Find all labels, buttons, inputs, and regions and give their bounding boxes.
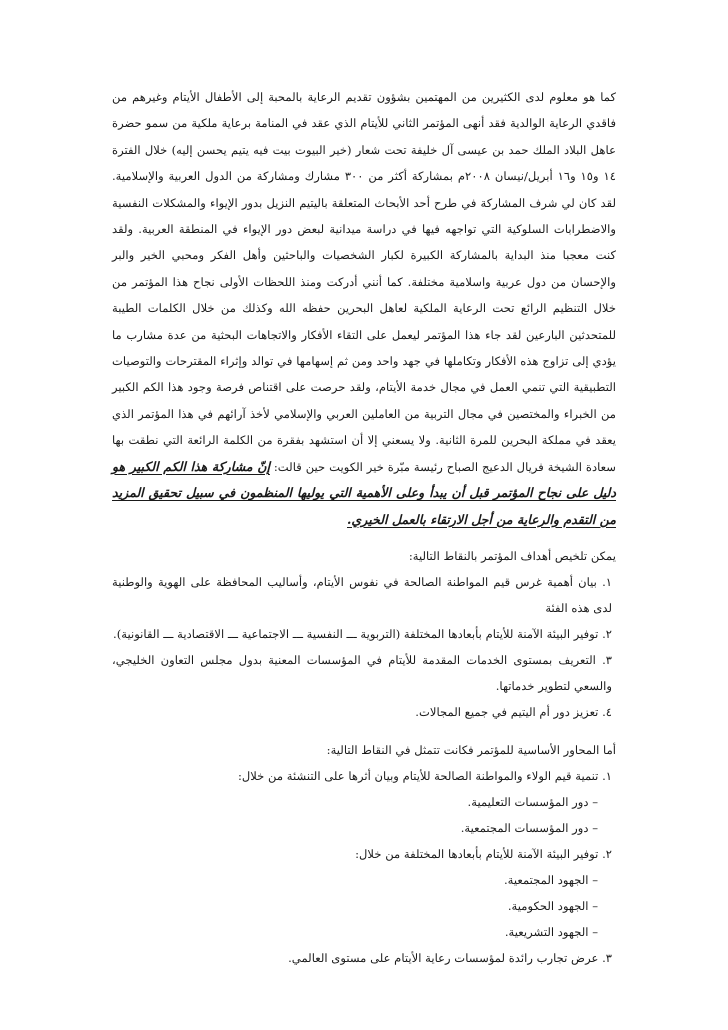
axis-subitem: – الجهود المجتمعية. (503, 872, 598, 887)
goal-item: ٤. تعزيز دور أم اليتيم في جميع المجالات. (415, 704, 612, 719)
axes-list (112, 763, 616, 971)
intro-section (112, 84, 616, 533)
goal-item: ٣. التعريف بمستوى الخدمات المقدمة للأيتام في المؤسسات المعنية بدول مجلس التعاون الخليجي، والسعي لتطوير خدماتها. (112, 652, 612, 693)
goals-section (112, 543, 616, 725)
axis-item-text: ٢. توفير البيئة الآمنة للأيتام بأبعادها المختلفة من خلال: (355, 846, 612, 861)
axis-item-text: ٣. عرض تجارب رائدة لمؤسسات رعاية الأيتام على مستوى العالمي. (288, 950, 612, 965)
goals-list (112, 569, 616, 725)
axis-subitem: – الجهود التشريعية. (504, 924, 598, 939)
axis-subitems (112, 867, 612, 945)
axis-item (112, 841, 616, 945)
axis-item (112, 763, 616, 841)
axis-subitem: – دور المؤسسات التعليمية. (467, 794, 598, 809)
intro-quote: إنّ مشاركة هذا الكم الكبير هو دليل على نجاح المؤتمر قبل أن يبدأ وعلى الأهمية التي يوليها المنظمون في سبيل تحقيق المزيد من التقدم والرعاية من أجل الارتقاء بالعمل الخيري. (112, 458, 616, 527)
axis-item (112, 945, 616, 971)
goal-item: ٢. توفير البيئة الآمنة للأيتام بأبعادها المختلفة (التربوية ـــ النفسية ـــ الاجتماعية ـــ الاقتصادية ـــ القانونية). (113, 626, 612, 641)
axis-subitems (112, 789, 612, 841)
axis-subitem: – الجهود الحكومية. (507, 898, 598, 913)
axis-subitem: – دور المؤسسات المجتمعية. (460, 820, 598, 835)
intro-text: كما هو معلوم لدى الكثيرين من المهتمين بشؤون تقديم الرعاية بالمحبة إلى الأطفال الأيتام وغيرهم من فاقدي الرعاية الوالدية فقد أنهى المؤتمر الثاني للأيتام الذي عقد في المنامة برعاية ملكية من سمو حضرة عاهل البلاد الملك حمد بن عيسى آل خليفة تحت شعار (خير البيوت بيت فيه يتيم يحسن إليه) خلال الفترة ١٤ و١٥ و١٦ أبريل/نيسان ٢٠٠٨م بمشاركة أكثر من ٣٠٠ مشارك ومشاركة من الدول العربية والإسلامية. لقد كان لي شرف المشاركة في طرح أحد الأبحاث المتعلقة باليتيم النزيل بدور الإيواء والمشكلات النفسية والاضطرابات السلوكية التي تواجهه فيها في دراسة ميدانية لبعض دور الإيواء في المنطقة العربية. ولقد كنت معجبا منذ البداية بالمشاركة الكبيرة لكبار الشخصيات والباحثين وأهل الفكر ومحبي الخير والبر والإحسان من دول عربية واسلامية مختلفة. كما أنني أدركت ومنذ اللحظات الأولى نجاح هذا المؤتمر من خلال التنظيم الرائع تحت الرعاية الملكية لعاهل البحرين حفظه الله وكذلك من خلال الكلمات الطيبة للمتحدثين البارعين لقد جاء هذا المؤتمر ليعمل على التقاء الأفكار والاتجاهات البحثية من عدة مشارب ما يؤدي إلى تزاوج هذه الأفكار وتكاملها في جهد واحد ومن ثم إسهامها في توالد وإثراء المقترحات والتوصيات التطبيقية التي تنمي العمل في مجال خدمة الأيتام، ولقد حرصت على اقتناص فرصة وجود هذا الكم الكبير من الخبراء والمختصين في مجال التربية من العاملين العربي والإسلامي لأخذ آرائهم في هذا المؤتمر الذي يعقد في مملكة البحرين للمرة الثانية. ولا يسعني إلا أن استشهد بفقرة من الكلمة الرائعة التي نطقت بها سعادة الشيخة فريال الدعيج الصباح رئيسة مبّرة خير الكويت حين قالت: (112, 90, 616, 474)
goals-title: يمكن تلخيص أهداف المؤتمر بالنقاط التالية: (408, 548, 616, 563)
axes-title: أما المحاور الأساسية للمؤتمر فكانت تتمثل في النقاط التالية: (326, 742, 616, 757)
goal-item: ١. بيان أهمية غرس قيم المواطنة الصالحة في نفوس الأيتام، وأساليب المحافظة على الهوية والوطنية لدى هذه الفئة (112, 574, 612, 615)
intro-paragraph (112, 84, 616, 533)
document-page (112, 84, 616, 971)
axes-section (112, 737, 616, 971)
axis-item-text: ١. تنمية قيم الولاء والمواطنة الصالحة للأيتام وبيان أثرها على التنشئة من خلال: (237, 768, 612, 783)
